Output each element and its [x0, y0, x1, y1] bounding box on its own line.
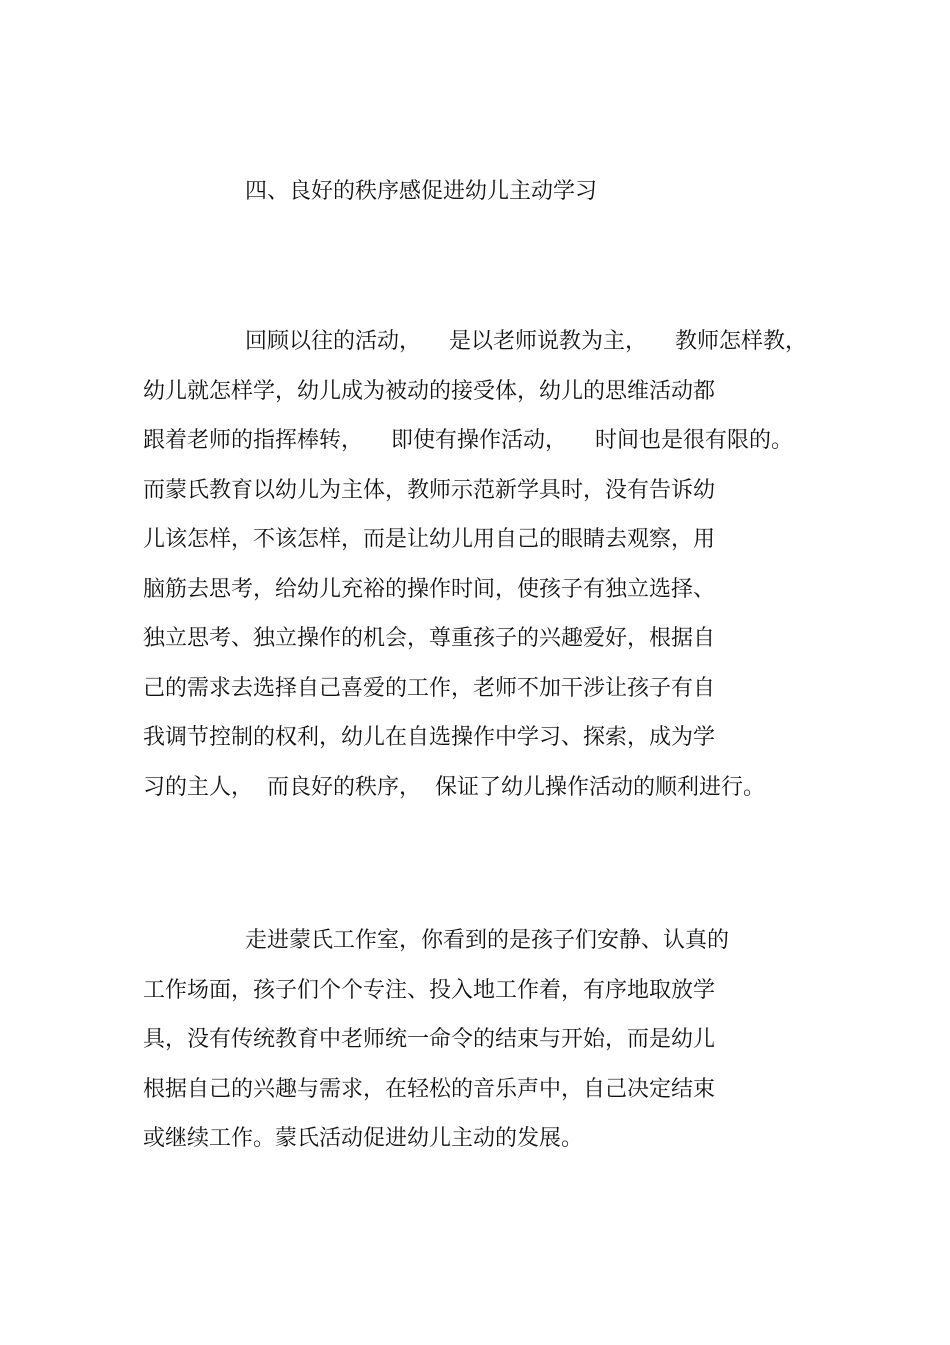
paragraph-line: 我调节控制的权利，幼儿在自选操作中学习、探索，成为学 [143, 725, 716, 750]
paragraph-line: 儿该怎样，不该怎样，而是让幼儿用自己的眼睛去观察，用 [143, 527, 716, 552]
paragraph-2 [143, 916, 823, 1164]
paragraph-line: 根据自己的兴趣与需求，在轻松的音乐声中，自己决定结束 [143, 1076, 716, 1102]
paragraph-line: 脑筋去思考，给幼儿充裕的操作时间，使孩子有独立选择、 [143, 576, 716, 602]
paragraph-line: 工作场面，孩子们个个专注、投入地工作着，有序地取放学 [143, 977, 716, 1003]
paragraph-line: 具，没有传统教育中老师统一命令的结束与开始，而是幼儿 [143, 1027, 716, 1052]
section-heading: 四、良好的秩序感促进幼儿主动学习 [245, 179, 598, 204]
paragraph-line: 跟着老师的指挥棒转， 即使有操作活动， 时间也是很有限的。 [143, 428, 793, 453]
paragraph-1 [143, 317, 823, 812]
paragraph-line: 幼儿就怎样学，幼儿成为被动的接受体，幼儿的思维活动都 [143, 378, 716, 404]
paragraph-line: 回顾以往的活动， 是以老师说教为主， 教师怎样教， [245, 329, 807, 354]
paragraph-line: 或继续工作。蒙氏活动促进幼儿主动的发展。 [143, 1126, 584, 1151]
paragraph-line: 而蒙氏教育以幼儿为主体，教师示范新学具时，没有告诉幼 [143, 477, 716, 503]
paragraph-line: 走进蒙氏工作室，你看到的是孩子们安静、认真的 [245, 928, 730, 953]
paragraph-line: 习的主人， 而良好的秩序， 保证了幼儿操作活动的顺利进行。 [143, 774, 765, 800]
paragraph-line: 己的需求去选择自己喜爱的工作，老师不加干涉让孩子有自 [143, 675, 716, 701]
paragraph-line: 独立思考、独立操作的机会，尊重孩子的兴趣爱好，根据自 [143, 626, 716, 651]
